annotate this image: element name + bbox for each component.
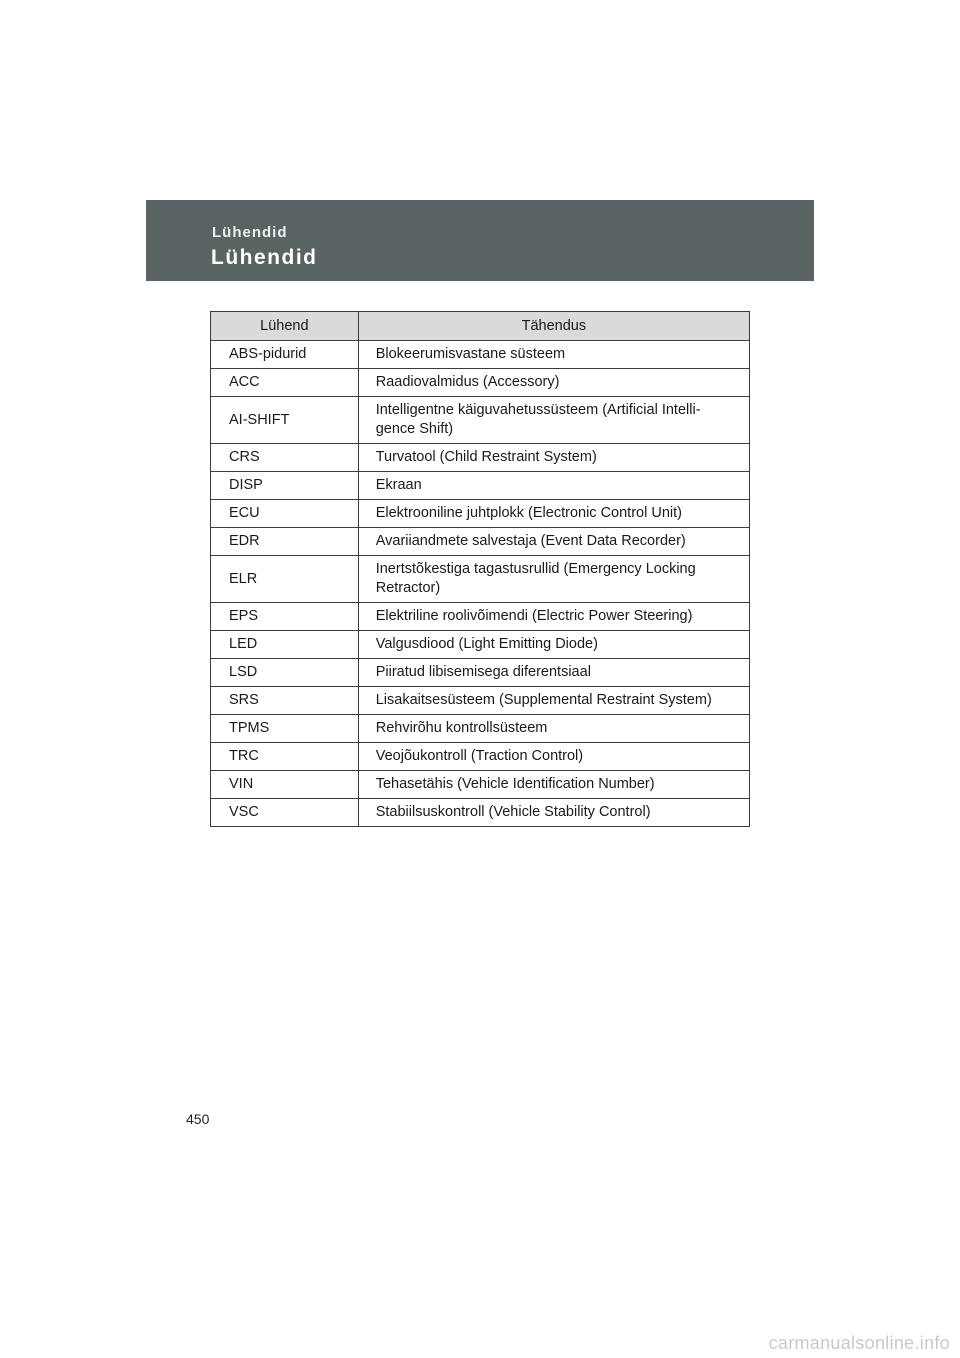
abbreviation-cell: AI-SHIFT — [211, 397, 359, 444]
table-row — [211, 743, 750, 771]
abbreviation-cell: VSC — [211, 799, 359, 827]
meaning-cell: Tehasetähis (Vehicle Identification Number) — [358, 771, 749, 799]
abbreviation-cell: ACC — [211, 369, 359, 397]
table-row — [211, 444, 750, 472]
table-row — [211, 556, 750, 603]
abbreviation-cell: DISP — [211, 472, 359, 500]
meaning-cell: Piiratud libisemisega diferentsiaal — [358, 659, 749, 687]
table-row — [211, 397, 750, 444]
abbreviation-cell: LED — [211, 631, 359, 659]
page-number: 450 — [186, 1111, 210, 1127]
abbreviations-table — [210, 311, 750, 827]
table-body — [211, 341, 750, 827]
abbreviation-cell: EDR — [211, 528, 359, 556]
table-row — [211, 715, 750, 743]
table-row — [211, 341, 750, 369]
table-row — [211, 369, 750, 397]
meaning-cell: Raadiovalmidus (Accessory) — [358, 369, 749, 397]
meaning-cell: Lisakaitsesüsteem (Supplemental Restraint System) — [358, 687, 749, 715]
section-label: Lühendid — [212, 224, 288, 241]
meaning-cell: Stabiilsuskontroll (Vehicle Stability Control) — [358, 799, 749, 827]
table-header-row — [211, 312, 750, 341]
table-row — [211, 687, 750, 715]
abbreviation-cell: ELR — [211, 556, 359, 603]
abbreviation-cell: LSD — [211, 659, 359, 687]
meaning-cell: Avariiandmete salvestaja (Event Data Recorder) — [358, 528, 749, 556]
meaning-cell: Blokeerumisvastane süsteem — [358, 341, 749, 369]
abbreviation-cell: TRC — [211, 743, 359, 771]
abbreviation-cell: TPMS — [211, 715, 359, 743]
table-row — [211, 799, 750, 827]
abbreviation-cell: SRS — [211, 687, 359, 715]
meaning-cell: Veojõukontroll (Traction Control) — [358, 743, 749, 771]
meaning-cell: Valgusdiood (Light Emitting Diode) — [358, 631, 749, 659]
abbreviation-cell: EPS — [211, 603, 359, 631]
watermark-text: carmanualsonline.info — [768, 1333, 950, 1353]
abbreviation-cell: CRS — [211, 444, 359, 472]
table-row — [211, 500, 750, 528]
table-row — [211, 771, 750, 799]
abbreviation-cell: ABS-pidurid — [211, 341, 359, 369]
meaning-cell: Turvatool (Child Restraint System) — [358, 444, 749, 472]
meaning-cell: Elektrooniline juhtplokk (Electronic Control Unit) — [358, 500, 749, 528]
meaning-cell: Inertstõkestiga tagastusrullid (Emergency Locking Retractor) — [358, 556, 749, 603]
column-header-meaning: Tähendus — [358, 312, 749, 341]
section-header-band — [146, 200, 814, 281]
abbreviation-cell: ECU — [211, 500, 359, 528]
meaning-cell: Elektriline roolivõimendi (Electric Power Steering) — [358, 603, 749, 631]
table-row — [211, 659, 750, 687]
page-title: Lühendid — [211, 246, 318, 269]
meaning-cell: Ekraan — [358, 472, 749, 500]
table-row — [211, 631, 750, 659]
column-header-abbreviation: Lühend — [211, 312, 359, 341]
meaning-cell: Intelligentne käiguvahetussüsteem (Artificial Intelli- gence Shift) — [358, 397, 749, 444]
table-row — [211, 472, 750, 500]
table-row — [211, 528, 750, 556]
abbreviation-cell: VIN — [211, 771, 359, 799]
meaning-cell: Rehvirõhu kontrollsüsteem — [358, 715, 749, 743]
table-row — [211, 603, 750, 631]
